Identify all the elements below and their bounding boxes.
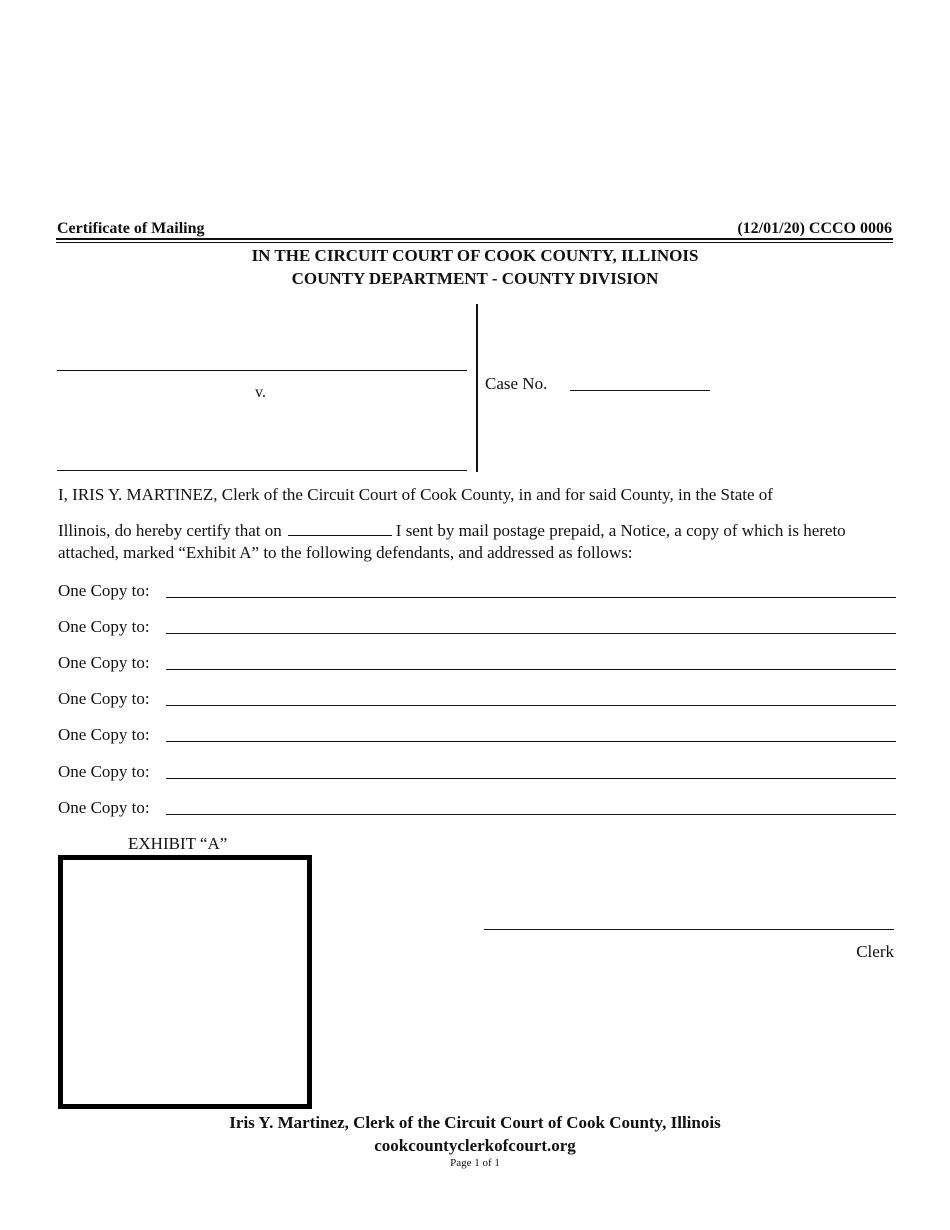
copy-recipient-row — [58, 725, 896, 747]
copy-recipient-row — [58, 581, 896, 603]
copy-recipient-field[interactable] — [166, 633, 896, 634]
copy-recipient-label: One Copy to: — [58, 762, 150, 781]
certification-line-2 — [58, 521, 846, 541]
form-code: (12/01/20) CCCO 0006 — [737, 220, 892, 237]
copy-recipient-label: One Copy to: — [58, 725, 150, 744]
certification-text-before-date: Illinois, do hereby certify that on — [58, 521, 282, 540]
exhibit-label: EXHIBIT “A” — [128, 834, 228, 853]
copy-recipient-label: One Copy to: — [58, 617, 150, 636]
copy-recipient-row — [58, 617, 896, 639]
copy-recipient-row — [58, 689, 896, 711]
copy-recipient-field[interactable] — [166, 778, 896, 779]
copy-recipient-field[interactable] — [166, 669, 896, 670]
footer-clerk-name: Iris Y. Martinez, Clerk of the Circuit Court of Cook County, Illinois — [229, 1113, 721, 1132]
copy-recipient-row — [58, 653, 896, 675]
certification-text-after-date: I sent by mail postage prepaid, a Notice, a copy of which is hereto — [395, 521, 846, 540]
copy-recipient-field[interactable] — [166, 814, 896, 815]
copy-recipient-field[interactable] — [166, 705, 896, 706]
header-divider-thin — [56, 242, 893, 243]
court-name: IN THE CIRCUIT COURT OF COOK COUNTY, ILLINOIS — [251, 246, 699, 265]
case-number-field[interactable] — [570, 390, 710, 391]
versus-label: v. — [255, 384, 266, 401]
copy-recipient-field[interactable] — [166, 741, 896, 742]
copy-recipient-field[interactable] — [166, 597, 896, 598]
caption-divider — [476, 304, 478, 472]
plaintiff-field[interactable] — [57, 370, 467, 371]
header-divider-thick — [56, 238, 893, 240]
copy-recipient-label: One Copy to: — [58, 581, 150, 600]
copy-recipient-label: One Copy to: — [58, 798, 150, 817]
form-title: Certificate of Mailing — [57, 220, 205, 237]
clerk-title: Clerk — [856, 942, 894, 961]
page-number: Page 1 of 1 — [450, 1157, 500, 1169]
clerk-signature-field[interactable] — [484, 929, 894, 930]
certification-line-1: I, IRIS Y. MARTINEZ, Clerk of the Circuit Court of Cook County, in and for said County, in the State of — [58, 485, 773, 504]
mailing-date-field[interactable] — [288, 521, 392, 536]
case-number-label: Case No. — [485, 374, 548, 393]
copy-recipient-row — [58, 798, 896, 820]
exhibit-box[interactable] — [58, 855, 312, 1109]
certification-line-3: attached, marked “Exhibit A” to the following defendants, and addressed as follows: — [58, 543, 633, 562]
footer-website: cookcountyclerkofcourt.org — [374, 1136, 576, 1155]
copy-recipient-label: One Copy to: — [58, 689, 150, 708]
copy-recipient-row — [58, 762, 896, 784]
copy-recipient-label: One Copy to: — [58, 653, 150, 672]
court-division: COUNTY DEPARTMENT - COUNTY DIVISION — [291, 269, 659, 288]
defendant-field[interactable] — [57, 470, 467, 471]
